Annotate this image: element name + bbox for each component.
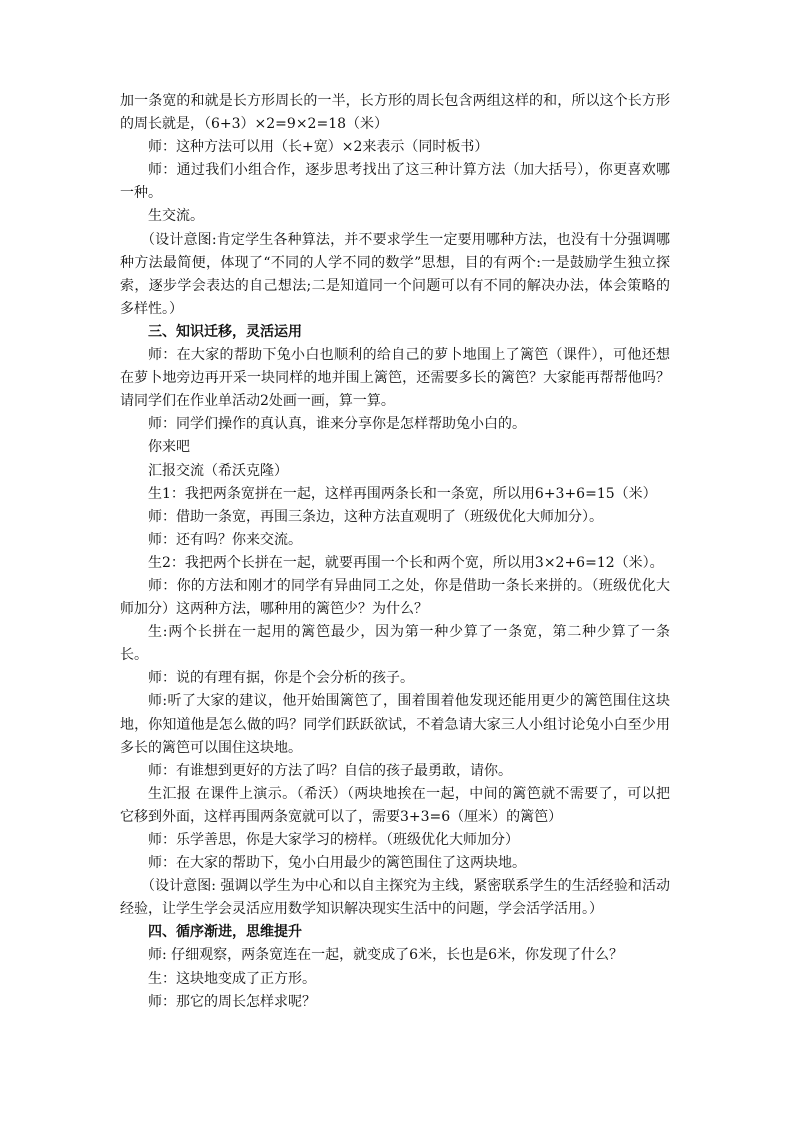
paragraph-student-2: 生2：我把两个长拼在一起，就要再围一个长和两个宽，所以用3×2+6=12（米）。 xyxy=(148,554,664,571)
section-heading-4: 四、循序渐进，思维提升 xyxy=(148,924,302,941)
paragraph-design-intent-2: （设计意图: 强调以学生为中心和以自主探究为主线，紧密联系学生的生活经验和活动经验，让学生学会灵活应用数学知识解决现实生活中的问题，学会活学活用。） xyxy=(120,878,670,918)
paragraph-teacher-three-methods: 师：通过我们小组合作，逐步思考找出了这三种计算方法（加大括号），你更喜欢哪一种。 xyxy=(120,162,670,202)
paragraph-student-1: 生1：我把两条宽拼在一起，这样再围两条长和一条宽，所以用6+3+6=15（米） xyxy=(148,485,657,502)
document-page xyxy=(120,90,670,1014)
paragraph-teacher-observe: 师: 仔细观察，两条宽连在一起，就变成了6米，长也是6米，你发现了什么？ xyxy=(148,947,623,964)
paragraph-design-intent-1: （设计意图:肯定学生各种算法，并不要求学生一定要用哪种方法，也没有十分强调哪种方法最简便，体现了“不同的人学不同的数学”思想，目的有两个:一是鼓励学生独立探索，逐步学会表达的自己想法;二是知道同一个问题可以有不同的解决办法，体会策略的多样性。） xyxy=(120,231,670,317)
paragraph-teacher-role-model: 师：乐学善思，你是大家学习的榜样。（班级优化大师加分） xyxy=(148,832,519,848)
paragraph-perimeter-explanation: 加一条宽的和就是长方形周长的一半，长方形的周长包含两组这样的和，所以这个长方形的周长就是，（6+3）×2=9×2=18（米） xyxy=(120,93,670,133)
paragraph-student-square: 生：这块地变成了正方形。 xyxy=(148,970,316,987)
paragraph-student-demo: 生汇报 在课件上演示。（希沃）（两块地挨在一起，中间的篱笆就不需要了，可以把它移到外面，这样再围两条宽就可以了，需要3+3=6（厘米）的篱笆） xyxy=(120,785,670,825)
paragraph-teacher-comment-1: 师：借助一条宽，再围三条边，这种方法直观明了（班级优化大师加分）。 xyxy=(148,508,603,525)
paragraph-teacher-new-task: 师：在大家的帮助下兔小白也顺利的给自己的萝卜地围上了篱笆（课件），可他还想在萝卜地旁边再开采一块同样的地并围上篱笆，还需要多长的篱笆？大家能再帮帮他吗？请同学们在作业单活动2处画一画，算一算。 xyxy=(120,347,670,410)
paragraph-teacher-perimeter-question: 师：那它的周长怎样求呢？ xyxy=(148,993,316,1010)
paragraph-teacher-group-discuss: 师:听了大家的建议，他开始围篱笆了，围着围着他发现还能用更少的篱笆围住这块地，你知道他是怎么做的吗？同学们跃跃欲试，不着急请大家三人小组讨论兔小白至少用多长的篱笆可以围住这块地。 xyxy=(120,693,670,756)
section-heading-3: 三、知识迁移，灵活运用 xyxy=(148,323,302,340)
paragraph-teacher-compare: 师：你的方法和刚才的同学有异曲同工之处，你是借助一条长来拼的。（班级优化大师加分）这两种方法，哪种用的篱笆少？为什么？ xyxy=(120,577,670,618)
paragraph-student-exchange: 生交流。 xyxy=(148,208,204,225)
paragraph-teacher-formula: 师：这种方法可以用（长+宽）×2来表示（同时板书） xyxy=(148,139,489,156)
paragraph-teacher-better-method: 师：有谁想到更好的方法了吗？自信的孩子最勇敢，请你。 xyxy=(148,762,512,779)
paragraph-teacher-summary: 师：在大家的帮助下，兔小白用最少的篱笆围住了这两块地。 xyxy=(148,855,526,872)
paragraph-teacher-share: 师：同学们操作的真认真，谁来分享你是怎样帮助兔小白的。 xyxy=(148,416,526,433)
paragraph-teacher-more: 师：还有吗？你来交流。 xyxy=(148,531,302,548)
paragraph-you-come: 你来吧 xyxy=(148,439,190,456)
paragraph-report-exchange: 汇报交流（希沃克隆） xyxy=(148,462,288,479)
paragraph-student-answer: 生:两个长拼在一起用的篱笆最少，因为第一种少算了一条宽，第二种少算了一条长。 xyxy=(120,624,670,664)
paragraph-teacher-praise: 师：说的有理有据，你是个会分析的孩子。 xyxy=(148,670,414,687)
